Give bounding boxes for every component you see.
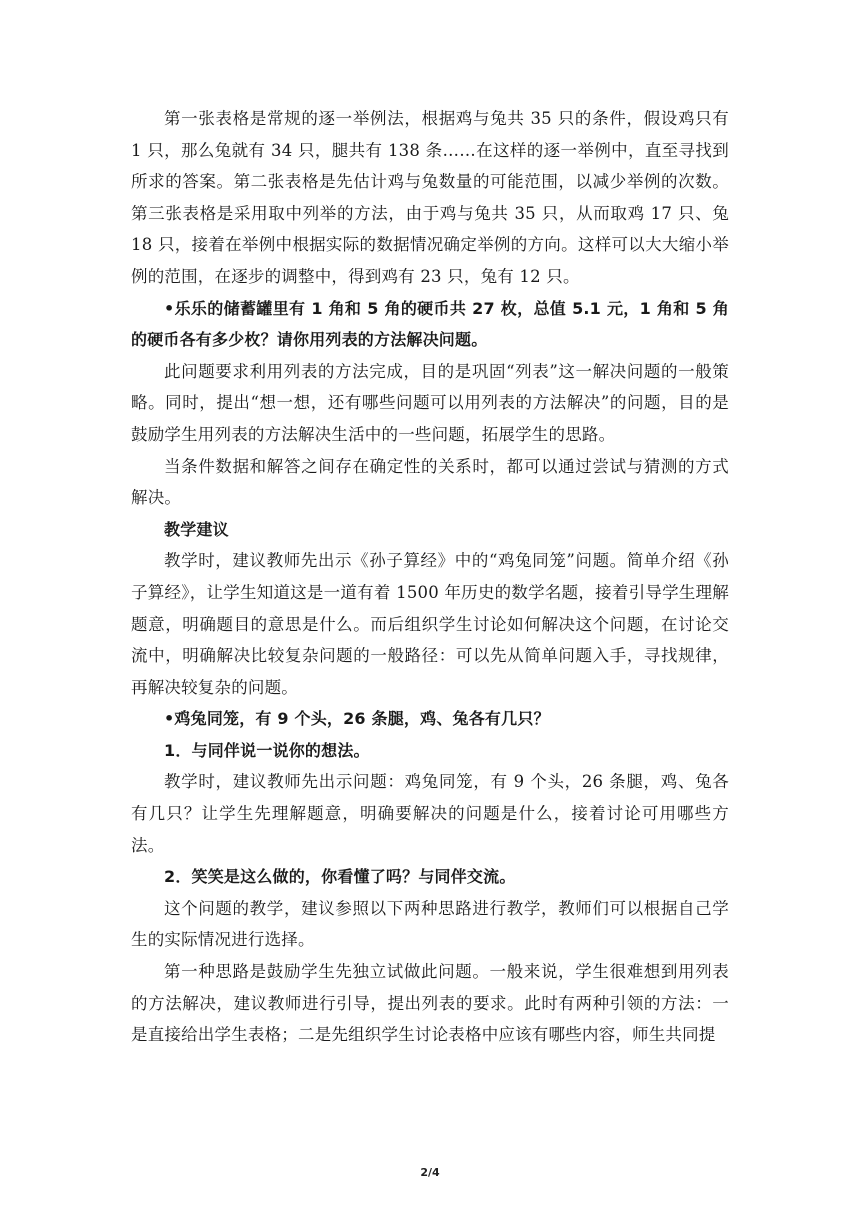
document-body — [131, 103, 729, 1051]
paragraph-table-methods: 第一张表格是常规的逐一举例法，根据鸡与兔共 35 只的条件，假设鸡只有 1 只，那么兔就有 34 只，腿共有 138 条……在这样的逐一举例中，直至寻找到所求的答案。第二张表格是先估计鸡与兔数量的可能范围，以减少举例的次数。第三张表格是采用取中列举的方法，由于鸡与兔共 35 只，从而取鸡 17 只、兔 18 只，接着在举例中根据实际的数据情况确定举例的方向。这样可以大大缩小举例的范围，在逐步的调整中，得到鸡有 23 只，兔有 12 只。 — [131, 109, 729, 286]
paragraph-step-1-teaching: 教学时，建议教师先出示问题：鸡兔同笼，有 9 个头，26 条腿，鸡、兔各有几只？让学生先理解题意，明确要解决的问题是什么，接着讨论可用哪些方法。 — [131, 772, 729, 855]
paragraph-sunzi-suanjing: 教学时，建议教师先出示《孙子算经》中的“鸡兔同笼”问题。简单介绍《孙子算经》，让学生知道这是一道有着 1500 年历史的数学名题，接着引导学生理解题意，明确题目的意思是什么。而后组织学生讨论如何解决这个问题，在讨论交流中，明确解决比较复杂问题的一般路径：可以先从简单问题入手，寻找规律，再解决较复杂的问题。 — [131, 551, 729, 697]
step-2-heading: 2．笑笑是这么做的，你看懂了吗？与同伴交流。 — [164, 867, 516, 887]
problem-chicken-rabbit: •鸡兔同笼，有 9 个头，26 条腿，鸡、兔各有几只？ — [164, 709, 550, 729]
heading-teaching-suggestions: 教学建议 — [164, 519, 229, 539]
paragraph-two-approaches: 这个问题的教学，建议参照以下两种思路进行教学，教师们可以根据自己学生的实际情况进行选择。 — [131, 898, 729, 950]
step-1-heading: 1．与同伴说一说你的想法。 — [164, 740, 370, 760]
page-number: 2/4 — [420, 1166, 440, 1179]
problem-piggy-bank-coins: •乐乐的储蓄罐里有 1 角和 5 角的硬币共 27 枚，总值 5.1 元，1 角和 5 角的硬币各有多少枚？请你用列表的方法解决问题。 — [131, 298, 729, 350]
paragraph-trial-guess: 当条件数据和解答之间存在确定性的关系时，都可以通过尝试与猜测的方式解决。 — [131, 456, 729, 508]
paragraph-first-approach: 第一种思路是鼓励学生先独立试做此问题。一般来说，学生很难想到用列表的方法解决，建议教师进行引导，提出列表的要求。此时有两种引领的方法：一是直接给出学生表格；二是先组织学生讨论表格中应该有哪些内容，师生共同提 — [131, 962, 729, 1045]
paragraph-list-strategy: 此问题要求利用列表的方法完成，目的是巩固“列表”这一解决问题的一般策略。同时，提出“想一想，还有哪些问题可以用列表的方法解决”的问题，目的是鼓励学生用列表的方法解决生活中的一些问题，拓展学生的思路。 — [131, 361, 729, 444]
